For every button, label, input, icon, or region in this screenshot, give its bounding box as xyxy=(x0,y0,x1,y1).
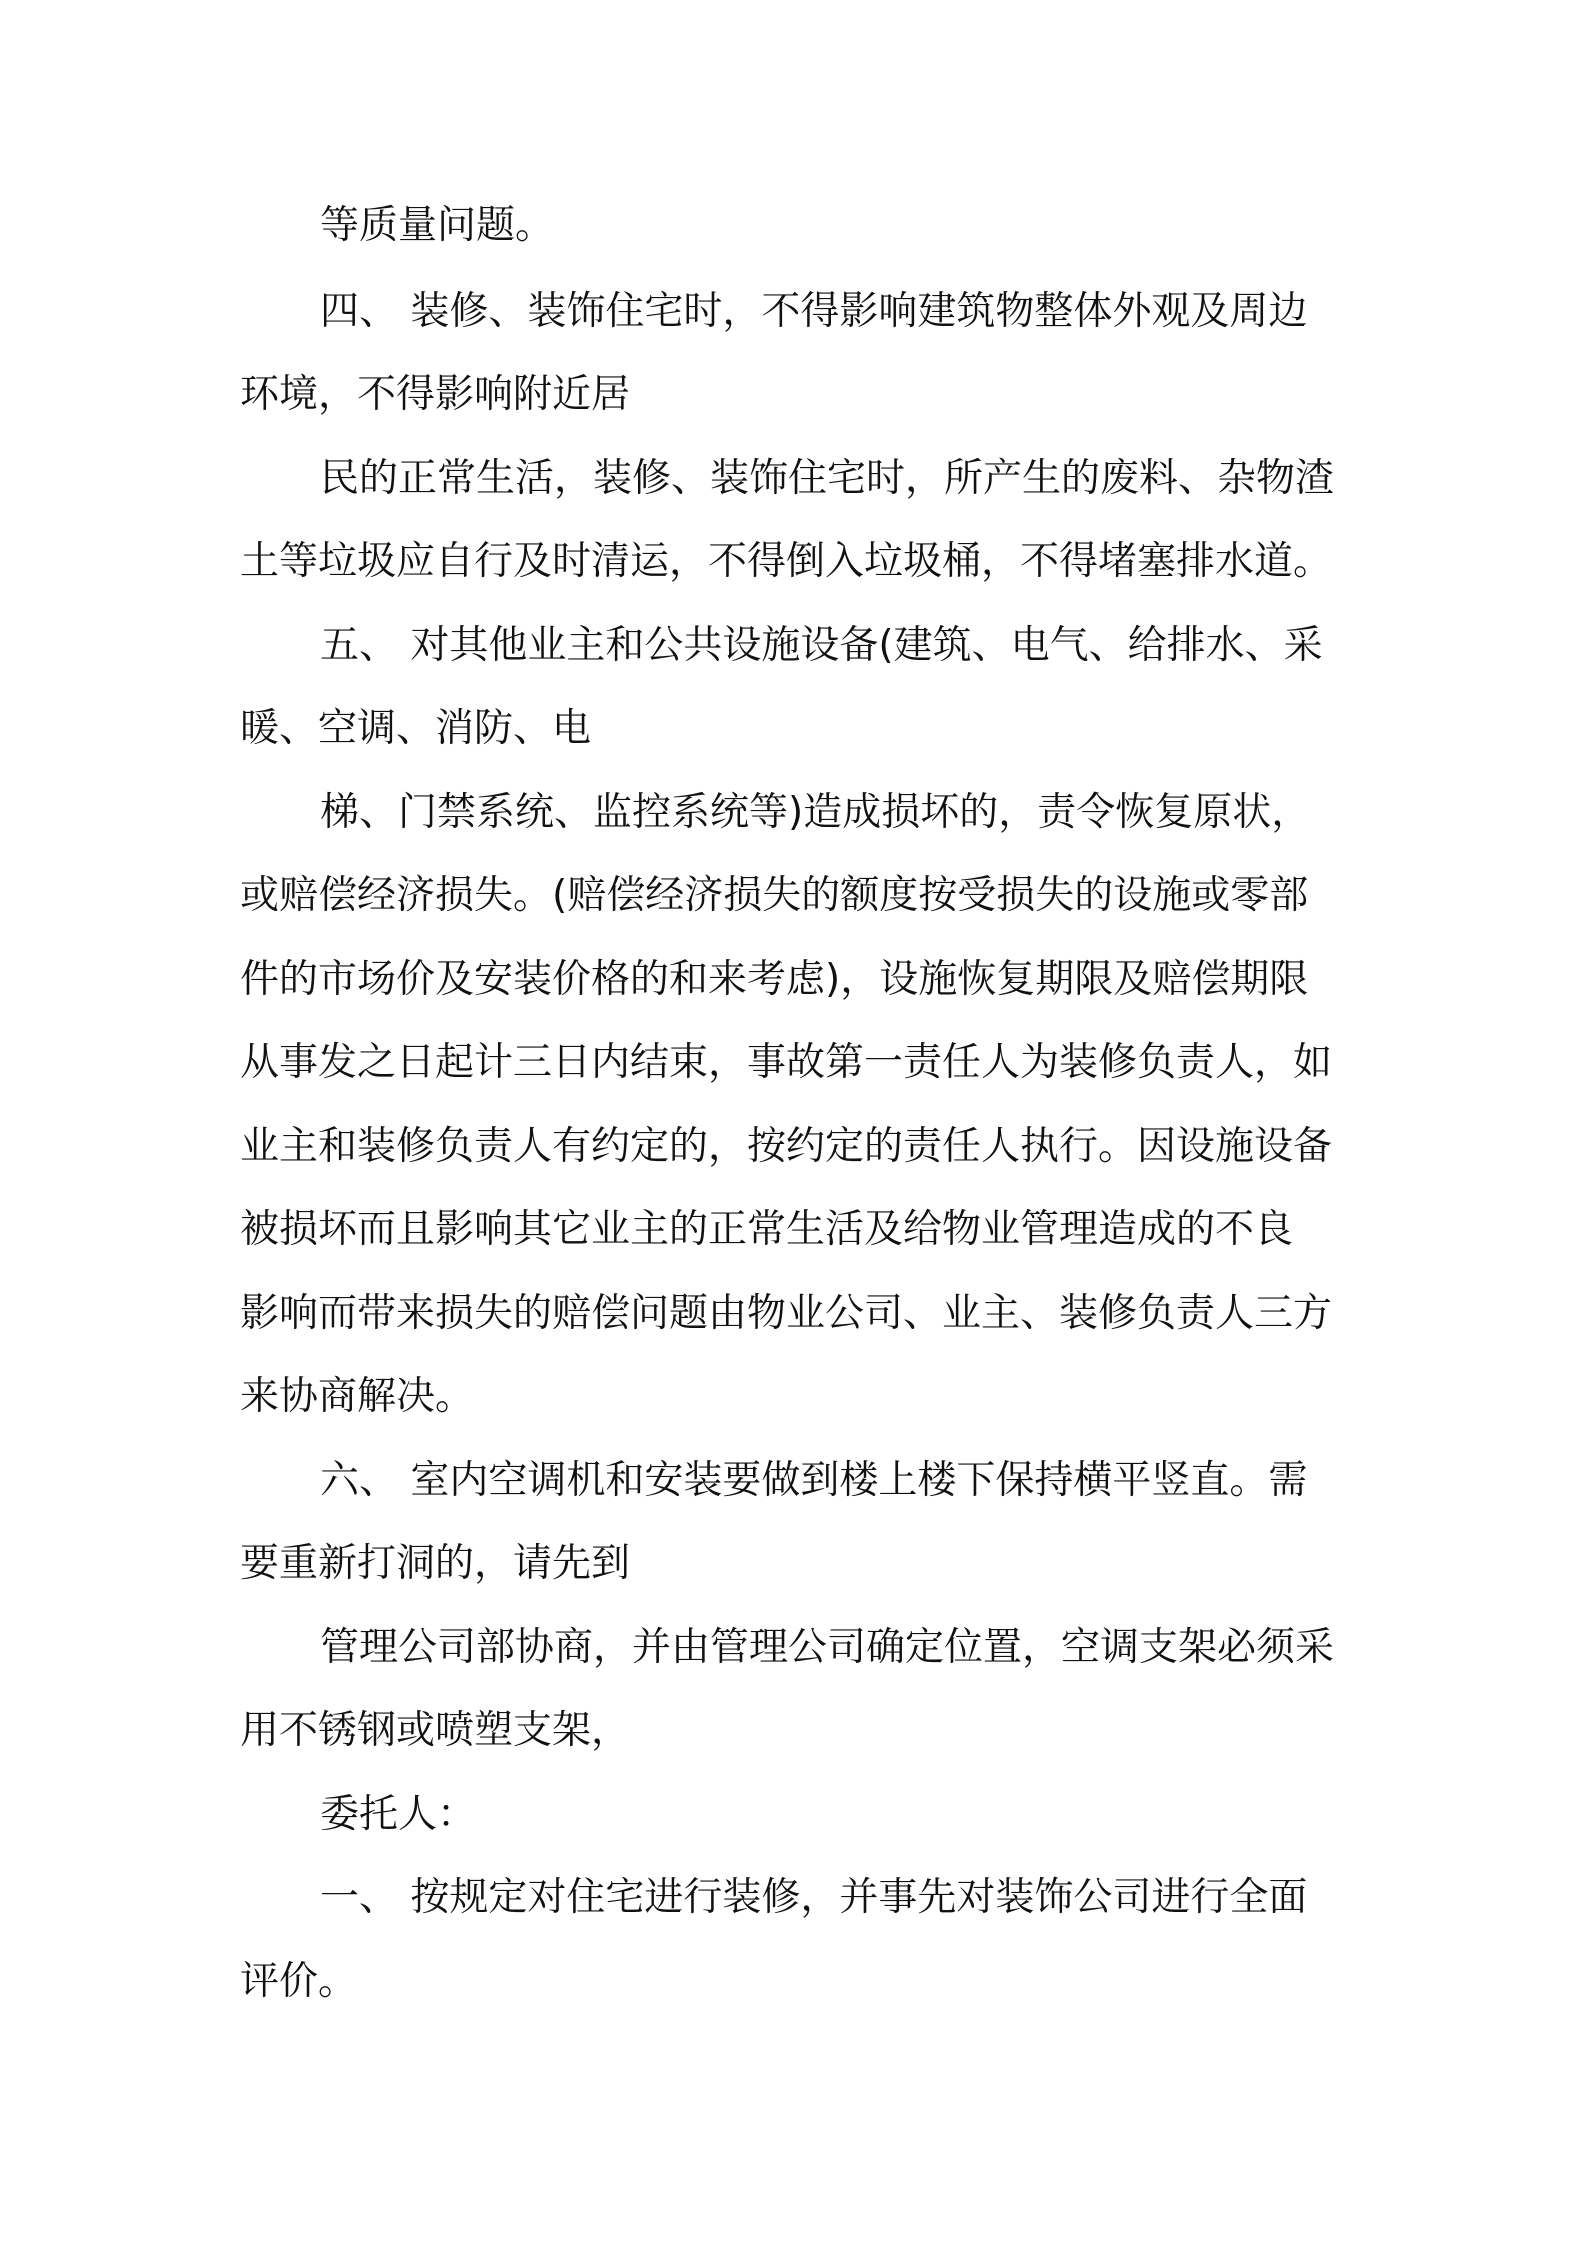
client-heading: 委托人： xyxy=(320,1792,477,1837)
text-line: 环境，不得影响附近居 xyxy=(240,372,631,417)
text-line: 业主和装修负责人有约定的，按约定的责任人执行。因设施设备 xyxy=(240,1124,1333,1169)
text-line: 梯、门禁系统、监控系统等)造成损坏的，责令恢复原状， xyxy=(320,790,1311,835)
text-line: 评价。 xyxy=(240,1959,358,2004)
text-line: 来协商解决。 xyxy=(240,1374,475,1419)
text-line: 被损坏而且影响其它业主的正常生活及给物业管理造成的不良 xyxy=(240,1207,1294,1252)
text-line: 从事发之日起计三日内结束，事故第一责任人为装修负责人，如 xyxy=(240,1040,1333,1085)
text-line: 用不锈钢或喷塑支架， xyxy=(240,1708,631,1753)
text-line: 件的市场价及安装价格的和来考虑)，设施恢复期限及赔偿期限 xyxy=(240,957,1309,1002)
section-heading-5: 五、 对其他业主和公共设施设备(建筑、电气、给排水、采 xyxy=(320,623,1323,668)
text-line: 或赔偿经济损失。(赔偿经济损失的额度按受损失的设施或零部 xyxy=(240,873,1309,918)
section-heading-1: 一、 按规定对住宅进行装修，并事先对装饰公司进行全面 xyxy=(320,1875,1308,1920)
text-line: 土等垃圾应自行及时清运，不得倒入垃圾桶，不得堵塞排水道。 xyxy=(240,539,1333,584)
text-line: 民的正常生活，装修、装饰住宅时，所产生的废料、杂物渣 xyxy=(320,456,1335,501)
text-line: 暖、空调、消防、电 xyxy=(240,706,592,751)
text-line: 要重新打洞的，请先到 xyxy=(240,1541,631,1586)
section-heading-6: 六、 室内空调机和安装要做到楼上楼下保持横平竖直。需 xyxy=(320,1458,1308,1503)
text-line: 影响而带来损失的赔偿问题由物业公司、业主、装修负责人三方 xyxy=(240,1291,1333,1336)
text-line: 等质量问题。 xyxy=(320,203,555,248)
text-line: 管理公司部协商，并由管理公司确定位置，空调支架必须采 xyxy=(320,1625,1335,1670)
section-heading-4: 四、 装修、装饰住宅时，不得影响建筑物整体外观及周边 xyxy=(320,289,1308,334)
